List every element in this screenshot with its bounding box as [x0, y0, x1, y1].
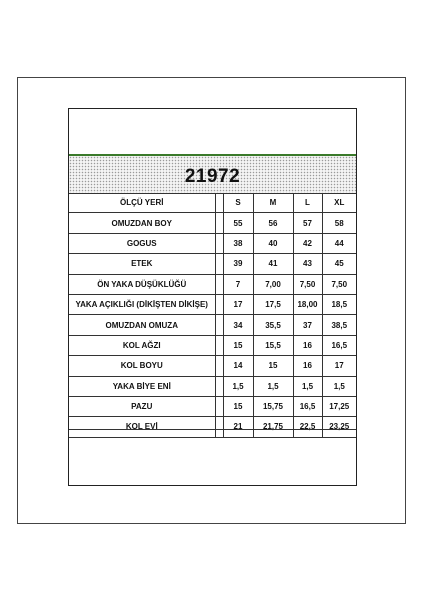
- spacer-cell: [215, 254, 223, 274]
- measurement-label: ETEK: [69, 254, 215, 274]
- value-cell: 15: [223, 335, 253, 355]
- value-cell: 34: [223, 315, 253, 335]
- value-cell: 7,50: [293, 274, 322, 294]
- value-cell: 1,5: [322, 376, 356, 396]
- table-row: [69, 356, 356, 376]
- value-cell: 44: [322, 233, 356, 253]
- spacer-cell: [215, 213, 223, 233]
- size-header-cell: L: [293, 193, 322, 213]
- top-blank-area: [69, 109, 356, 155]
- value-cell: 7: [223, 274, 253, 294]
- value-cell: 41: [253, 254, 293, 274]
- size-header-cell: M: [253, 193, 293, 213]
- value-cell: 16,5: [293, 396, 322, 416]
- measurement-label: GOGUS: [69, 233, 215, 253]
- value-cell: 1,5: [223, 376, 253, 396]
- value-cell: 17: [322, 356, 356, 376]
- value-cell: 15: [253, 356, 293, 376]
- size-header-cell: XL: [322, 193, 356, 213]
- value-cell: 42: [293, 233, 322, 253]
- value-cell: 1,5: [253, 376, 293, 396]
- spacer-cell: [215, 376, 223, 396]
- value-cell: 16: [293, 335, 322, 355]
- value-cell: 35,5: [253, 315, 293, 335]
- spacer-cell: [215, 356, 223, 376]
- value-cell: 45: [322, 254, 356, 274]
- value-cell: 21: [223, 417, 253, 437]
- measurement-label: YAKA AÇIKLIĞI (DİKİŞTEN DİKİŞE): [69, 294, 215, 314]
- value-cell: 16: [293, 356, 322, 376]
- size-table: [69, 193, 356, 438]
- measurement-label: OMUZDAN BOY: [69, 213, 215, 233]
- spacer-cell: [215, 294, 223, 314]
- spacer-cell: [215, 396, 223, 416]
- value-cell: 38: [223, 233, 253, 253]
- measurement-label: KOL AĞZI: [69, 335, 215, 355]
- bottom-blank-area: [69, 429, 356, 485]
- header-row: [69, 193, 356, 213]
- table-row: [69, 233, 356, 253]
- size-chart-sheet: [68, 108, 357, 486]
- measurement-label: ÖN YAKA DÜŞÜKLÜĞÜ: [69, 274, 215, 294]
- value-cell: 57: [293, 213, 322, 233]
- value-cell: 58: [322, 213, 356, 233]
- value-cell: 39: [223, 254, 253, 274]
- value-cell: 15,75: [253, 396, 293, 416]
- measurement-label: KOL BOYU: [69, 356, 215, 376]
- value-cell: 40: [253, 233, 293, 253]
- measurement-label: YAKA BİYE ENİ: [69, 376, 215, 396]
- value-cell: 37: [293, 315, 322, 335]
- value-cell: 17,25: [322, 396, 356, 416]
- spacer-cell: [215, 193, 223, 213]
- value-cell: 15: [223, 396, 253, 416]
- value-cell: 14: [223, 356, 253, 376]
- table-row: [69, 213, 356, 233]
- value-cell: 18,5: [322, 294, 356, 314]
- table-row: [69, 376, 356, 396]
- value-cell: 23,25: [322, 417, 356, 437]
- table-row: [69, 294, 356, 314]
- measurement-label: PAZU: [69, 396, 215, 416]
- value-cell: 22,5: [293, 417, 322, 437]
- table-row: [69, 396, 356, 416]
- product-code: 21972: [184, 166, 241, 187]
- value-cell: 43: [293, 254, 322, 274]
- value-cell: 21,75: [253, 417, 293, 437]
- table-row: [69, 254, 356, 274]
- table-row: [69, 335, 356, 355]
- value-cell: 7,00: [253, 274, 293, 294]
- value-cell: 38,5: [322, 315, 356, 335]
- size-table-body: [69, 193, 356, 437]
- size-header-cell: S: [223, 193, 253, 213]
- spacer-cell: [215, 233, 223, 253]
- measurement-label: ÖLÇÜ YERİ: [69, 193, 215, 213]
- value-cell: 15,5: [253, 335, 293, 355]
- spacer-cell: [215, 274, 223, 294]
- table-row: [69, 315, 356, 335]
- product-code-band: [69, 156, 356, 194]
- table-row: [69, 274, 356, 294]
- value-cell: 18,00: [293, 294, 322, 314]
- value-cell: 1,5: [293, 376, 322, 396]
- spacer-cell: [215, 335, 223, 355]
- value-cell: 56: [253, 213, 293, 233]
- value-cell: 7,50: [322, 274, 356, 294]
- value-cell: 17,5: [253, 294, 293, 314]
- value-cell: 55: [223, 213, 253, 233]
- measurement-label: KOL EVİ: [69, 417, 215, 437]
- measurement-label: OMUZDAN OMUZA: [69, 315, 215, 335]
- value-cell: 17: [223, 294, 253, 314]
- value-cell: 16,5: [322, 335, 356, 355]
- spacer-cell: [215, 315, 223, 335]
